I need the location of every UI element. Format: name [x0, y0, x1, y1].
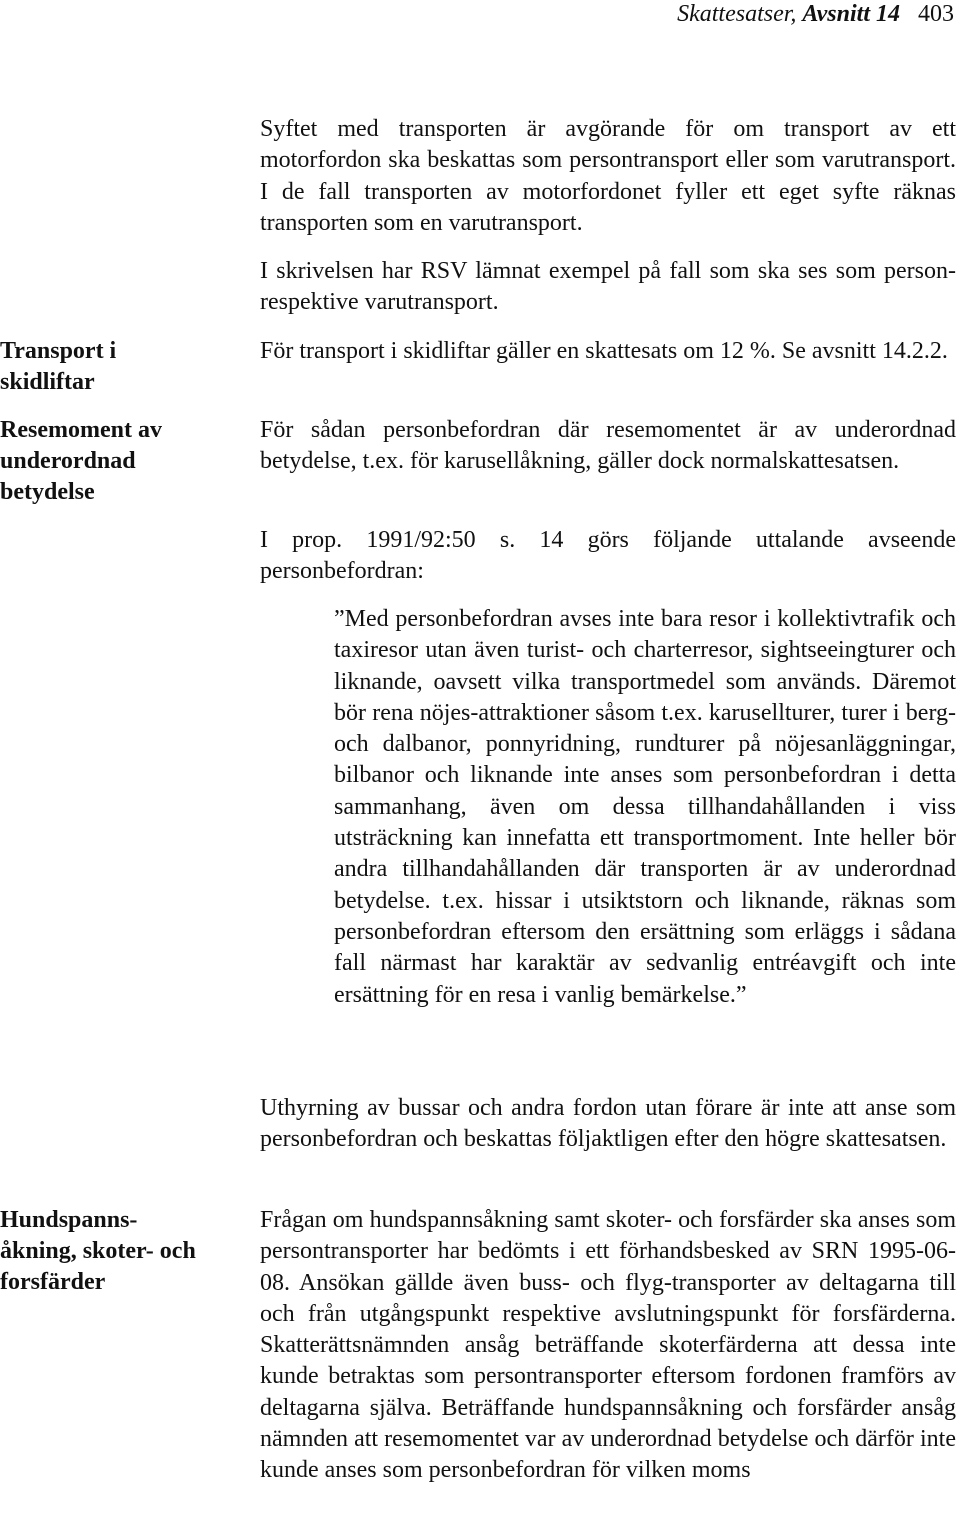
paragraph-uthyrning: Uthyrning av bussar och andra fordon utan förare är inte att anse som personbefordran och beskattas följaktligen efter den högre skattesatsen. — [260, 1095, 956, 1153]
header-section: Avsnitt 14 — [802, 1, 900, 27]
page-number: 403 — [918, 1, 954, 27]
block-quote-prop: ”Med personbefordran avses inte bara resor i kollektivtrafik och taxiresor utan även turist- och charterresor, sightseeingturer och liknande, oavsett vilka transportmedel som används. Däremot bör rena nöjes-attraktioner såsom t.ex. karusellturer, turer i berg- och dalbanor, ponnyridning, rundturer på nöjesanläggningar, bilbanor och liknande inte anses som personbefordran i detta sammanhang, även om dessa tillhandahållanden i viss utsträckning kan innefatta ett transportmoment. Inte heller bör andra tillhandahållanden där transporten är av underordnad betydelse. t.ex. hissar i utsiktstorn och liknande, räknas som personbefordran eftersom den ersättning som erläggs i sådana fall närmast har karaktär av sedvanlig entréavgift och inte ersättning för en resa i vanlig bemärkelse.” — [334, 606, 956, 1008]
paragraph-resemoment: För sådan personbefordran där resemomentet är av underordnad betydelse, t.ex. för karusellåkning, gäller dock normalskattesatsen. — [260, 417, 956, 475]
margin-note-transport-skidliftar: Transport i skidliftar — [0, 338, 117, 395]
margin-note-resemoment: Resemoment av underordnad betydelse — [0, 417, 162, 505]
margin-note-hundspannsakning: Hundspanns-åkning, skoter- och forsfärder — [0, 1207, 196, 1295]
page-header — [677, 0, 954, 28]
paragraph-syftet: Syftet med transporten är avgörande för om transport av ett motorfordon ska beskattas som persontransport eller som varutransport. I de fall transporten av motorfordonet fyller ett eget syfte räknas transporten som en varutransport. — [260, 116, 956, 236]
paragraph-prop-reference: I prop. 1991/92:50 s. 14 görs följande uttalande avseende personbefordran: — [260, 527, 956, 585]
header-title: Skattesatser, — [677, 1, 803, 27]
paragraph-rsv-exempel: I skrivelsen har RSV lämnat exempel på fall som ska ses som person- respektive varutransport. — [260, 258, 956, 316]
paragraph-skidliftar: För transport i skidliftar gäller en skattesats om 12 %. Se avsnitt 14.2.2. — [260, 338, 948, 364]
paragraph-hundspannsakning: Frågan om hundspannsåkning samt skoter- och forsfärder ska anses som persontransporter har bedömts i ett förhandsbesked av SRN 1995-06-08. Ansökan gällde även buss- och flyg-transporter av deltagarna till och från utgångspunkt respektive avslutningspunkt för forsfärderna. Skatterättsnämnden ansåg beträffande skoterfärderna att dessa inte kunde betraktas som persontransporter eftersom fordonen framförs av deltagarna själva. Beträffande hundspannsåkning och forsfärder ansåg nämnden att resemomentet var av underordnad betydelse och därför inte kunde anses som personbefordran för vilken moms — [260, 1207, 956, 1484]
